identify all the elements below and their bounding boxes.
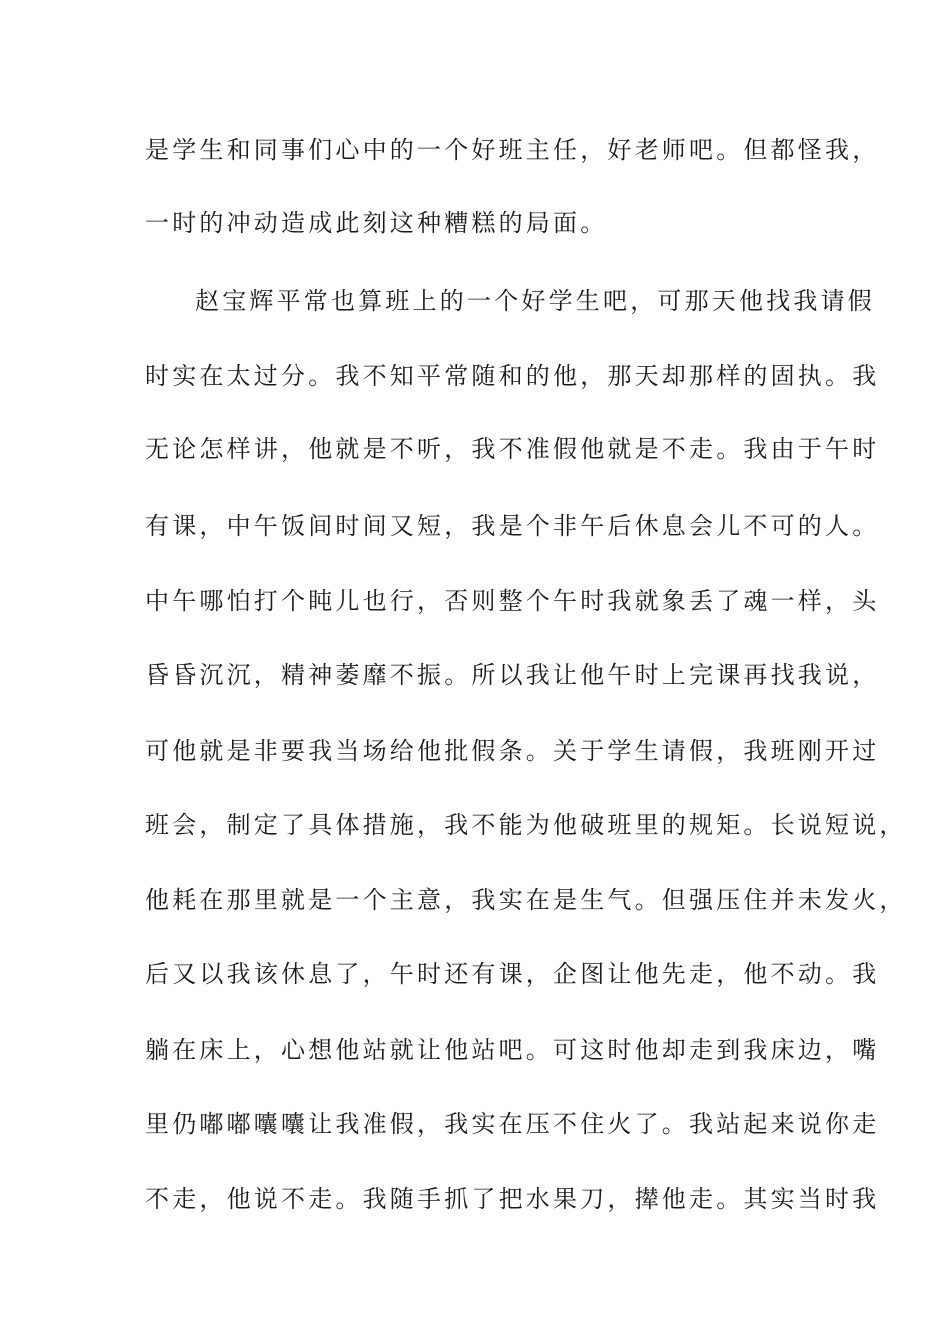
text-line-9: 可他就是非要我当场给他批假条。关于学生请假，我班刚开过 [145,737,880,765]
text-line-15: 不走，他说不走。我随手抓了把水果刀，撵他走。其实当时我 [145,1185,880,1213]
text-line-13: 躺在床上，心想他站就让他站吧。可这时他却走到我床边，嘴 [145,1036,880,1064]
text-line-4: 时实在太过分。我不知平常随和的他，那天却那样的固执。我 [145,362,880,390]
text-line-12: 后又以我该休息了，午时还有课，企图让他先走，他不动。我 [145,960,880,988]
text-line-2: 一时的冲动造成此刻这种糟糕的局面。 [145,209,608,237]
text-line-8: 昏昏沉沉，精神萎靡不振。所以我让他午时上完课再找我说， [145,661,880,689]
text-line-7: 中午哪怕打个盹儿也行，否则整个午时我就象丢了魂一样，头 [145,587,880,615]
text-line-14: 里仍嘟嘟囔囔让我准假，我实在压不住火了。我站起来说你走 [145,1110,880,1138]
text-line-10: 班会，制定了具体措施，我不能为他破班里的规矩。长说短说， [145,811,907,839]
text-line-5: 无论怎样讲，他就是不听，我不准假他就是不走。我由于午时 [145,435,880,463]
text-line-1: 是学生和同事们心中的一个好班主任，好老师吧。但都怪我， [145,136,880,164]
text-line-11: 他耗在那里就是一个主意，我实在是生气。但强压住并未发火， [145,886,907,914]
text-line-3: 赵宝辉平常也算班上的一个好学生吧，可那天他找我请假 [195,287,875,315]
text-line-6: 有课，中午饭间时间又短，我是个非午后休息会儿不可的人。 [145,512,880,540]
